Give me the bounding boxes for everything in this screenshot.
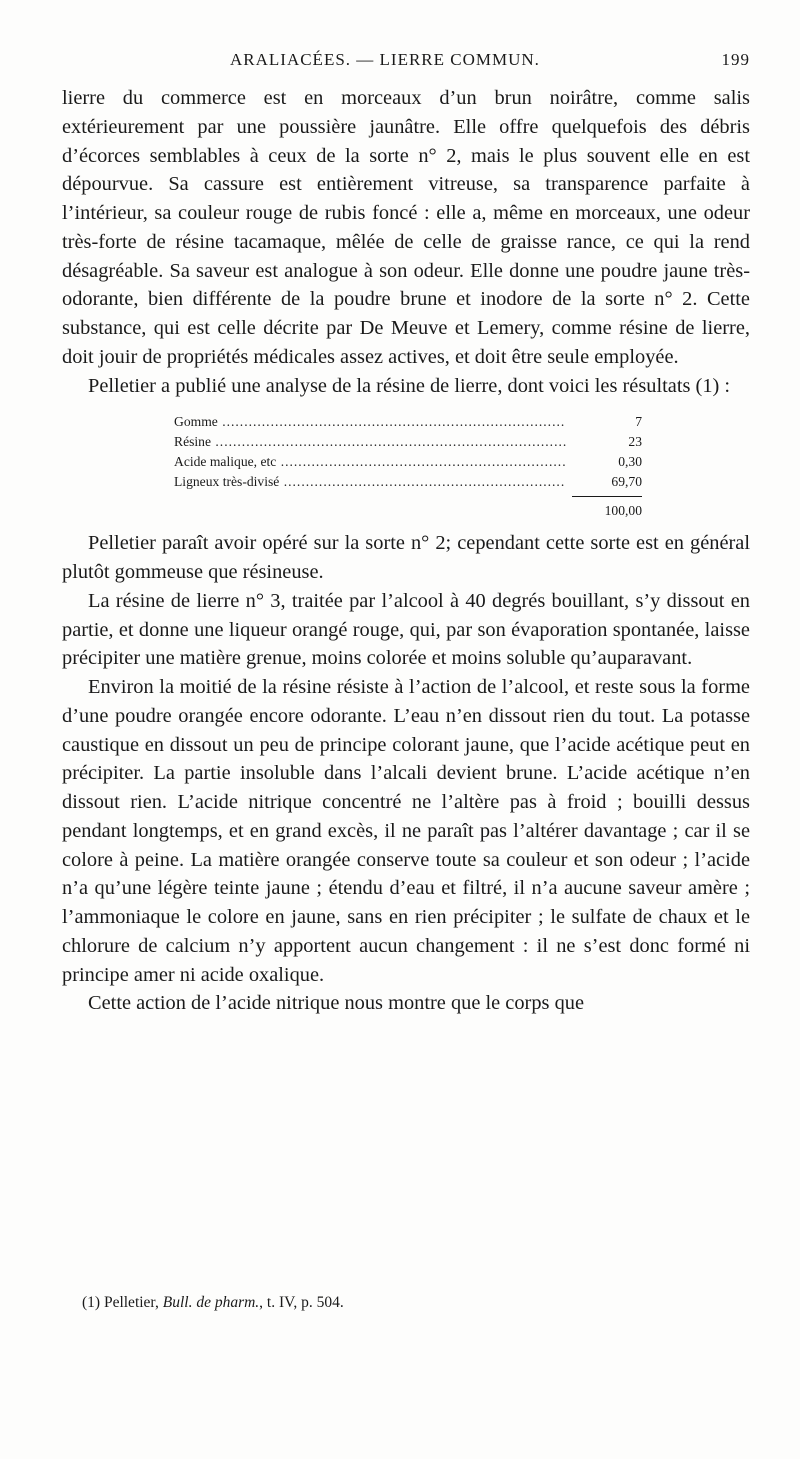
row-label: Résine ..... [174, 432, 604, 452]
row-label: Gomme ..... [174, 412, 604, 432]
table-row [174, 472, 702, 492]
table-row [174, 432, 702, 452]
paragraph-6: Cette action de l’acide nitrique nous montre que le corps que [88, 992, 585, 1015]
footnote [82, 1294, 344, 1312]
row-value: 7 [566, 412, 642, 432]
page-number: 199 [721, 50, 750, 69]
paragraph-4: La résine de lierre n° 3, traitée par l’alcool à 40 degrés bouillant, s’y dissout en partie, et donne une liqueur orangé rouge, qui, par son évaporation spontanée, laisse précipiter une matière grenue, moins colorée et moins soluble qu’auparavant. [62, 589, 750, 670]
analysis-table [174, 412, 702, 521]
table-total [174, 499, 702, 521]
row-value: 23 [566, 432, 642, 452]
table-row [174, 452, 702, 472]
footnote-ref: , t. IV, p. 504. [259, 1294, 344, 1311]
footnote-source: Bull. de pharm. [162, 1294, 260, 1311]
running-title: ARALIACÉES. — LIERRE COMMUN. [230, 50, 540, 69]
paragraph-3: Pelletier paraît avoir opéré sur la sorte n° 2; cependant cette sorte est en général plutôt gommeuse que résineuse. [62, 532, 750, 583]
running-header [62, 48, 750, 76]
row-value: 0,30 [566, 452, 642, 472]
row-label: Acide malique, etc ..... [174, 452, 604, 472]
row-label: Ligneux très-divisé ..... [174, 472, 604, 492]
footnote-marker: (1) Pelletier, [82, 1294, 159, 1311]
paragraph-2: Pelletier a publié une analyse de la résine de lierre, dont voici les résultats (1) : [88, 374, 731, 397]
main-text [62, 84, 750, 1018]
paragraph-5: Environ la moitié de la résine résiste à l’action de l’alcool, et reste sous la forme d’une poudre orangée encore odorante. L’eau n’en dissout rien du tout. La potasse caustique en dissout un peu de principe colorant jaune, que l’acide acétique peut en précipiter. La partie insoluble dans l’alcali devient brune. L’acide acétique n’en dissout rien. L’acide nitrique concentré ne l’altère pas à froid ; bouilli dessus pendant longtemps, et en grand excès, il ne paraît pas l’altérer davantage ; car il se colore à peine. La matière orangée conserve toute sa couleur et son odeur ; l’acide n’a qu’une légère teinte jaune ; étendu d’eau et filtré, il n’a aucune saveur amère ; l’ammoniaque le colore en jaune, sans en rien précipiter ; le sulfate de chaux et le chlorure de calcium n’y apportent aucun changement : il ne s’est donc formé ni principe amer ni acide oxalique. [62, 676, 750, 986]
row-value: 69,70 [566, 472, 642, 492]
paragraph-1: lierre du commerce est en morceaux d’un brun noirâtre, comme salis extérieurement par une poussière jaunâtre. Elle offre quelquefois des débris d’écorces semblables à ceux de la sorte n° 2, mais le plus souvent elle en est dépourvue. Sa cassure est entièrement vitreuse, sa transparence parfaite à l’intérieur, sa couleur rouge de rubis foncé : elle a, même en morceaux, une odeur très-forte de résine tacamaque, mêlée de celle de graisse rance, ce qui la rend désagréable. Sa saveur est analogue à son odeur. Elle donne une poudre jaune très-odorante, bien différente de la poudre brune et inodore de la sorte n° 2. Cette substance, qui est celle décrite par De Meuve et Lemery, comme résine de lierre, doit jouir de propriétés médicales assez actives, et doit être seule employée. [62, 87, 750, 368]
table-row [174, 412, 702, 432]
sum-rule [572, 496, 642, 497]
total-value: 100,00 [604, 503, 642, 519]
